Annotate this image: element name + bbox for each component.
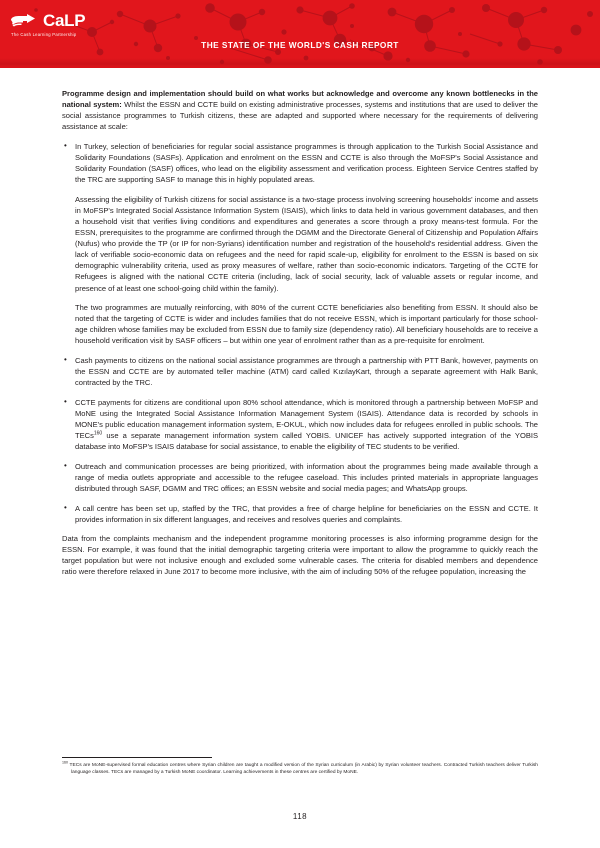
bullet-text: Outreach and communication processes are being prioritized, with information about the programmes being made available through a range of media outlets appropriate and accessible to the refugee caseload. This includes printed materials in appropriate languages distributed through SASF, DGMM and TRC offices; an ESSN website and social media pages; and WhatsApp groups. (75, 461, 538, 493)
bullet-text-before-footnote: CCTE payments for citizens are conditional upon 80% school attendance, which is monitored through a partnership between MoFSP and MoNE using the Integrated Social Assistance Information Management System (ISAIS). Attendance data is recorded by schools in MONE's public education management information system, E-OKUL, which now includes data for refugees enrolled in public schools. The TECs (75, 397, 538, 441)
footnote-divider (62, 757, 212, 758)
lead-paragraph-bold: Programme design and implementation should build on what works but acknowledge and overcome any known bottlenecks in the national system: (62, 89, 538, 110)
footnote-reference-marker[interactable]: 160 (93, 430, 103, 437)
page-body (0, 68, 600, 578)
bullet-sub-paragraph: Assessing the eligibility of Turkish citizens for social assistance is a two-stage process involving screening households' income and assets in MoFSP's Integrated Social Assistance Information System (ISAIS), which links to data held in various government databases, and then a household visit that verifies living conditions and expenditures and generates a score through a proxy means-test formula. For the ESSN, prerequisites to the programme are confirmed through the DGMM and the Directorate General of Citizenship and Population Affairs (Nufus) who provide the TP (or IP for non-Syrians) identification number and registration of the household's residential address. Given the lack of verifiable socio-economic data on refugees and the need for rapid scale-up, eligibility for enrolment to the ESSN is based on six demographic vulnerability criteria, used as proxy measures of welfare, rather than socio-economic indicators. Targeting of the CCTE for Refugees is aligned with the national CCTE criteria (including, lack of social security, lack of valuable assets or regular income, and presence of at least one school-going child within the family). (75, 194, 538, 293)
lead-paragraph-rest: Whilst the ESSN and CCTE build on existing administrative processes, systems and institutions that are used to deliver the social assistance programmes to Turkish citizens, these are adapted and supported where necessary for the requirements of delivering assistance at scale: (62, 100, 538, 132)
list-item (62, 397, 538, 452)
list-item (62, 141, 538, 347)
logo-wordmark: CaLP (43, 11, 86, 30)
logo-row (10, 12, 85, 29)
report-title: THE STATE OF THE WORLD'S CASH REPORT (201, 40, 399, 50)
bullet-text: Cash payments to citizens on the national social assistance programmes are through a partnership with PTT Bank, however, payments on the ESSN and CCTE are by automated teller machine (ATM) card called KızılayKart, through a separate agreement with Halk Bank, contracted by the TRC. (75, 355, 538, 388)
hand-pointing-icon (10, 12, 40, 29)
article-content (62, 68, 538, 578)
bullet-text-after-footnote: use a separate management information system called YOBIS. UNICEF has actively supported integration of the YOBIS database into MoFSP's ISAIS database for social assistance, to enable the eligibility of TEC students to be verified. (75, 431, 538, 452)
list-item (62, 461, 538, 494)
bullet-sub-paragraph: The two programmes are mutually reinforcing, with 80% of the current CCTE beneficiaries also benefiting from ESSN. It should also be noted that the targeting of CCTE is wider and includes families that do not receive ESSN, which is important particularly for those school-age children whose families may be excluded from ESSN due to family size (dependency ratio). All beneficiary households are to receive a household verification visit by SASF officers – but within one year of enrolment rather than as a pre-requisite for enrolment. (75, 303, 538, 346)
lead-paragraph (62, 88, 538, 132)
footnote-body: TECs are MoNE-supervised formal education centres where Syrian children are taught a modified version of the Syrian curriculum (in Arabic) by Syrian volunteer teachers. Contracted Turkish teachers deliver Turkish language classes. TECs are managed by a Turkish MoNE coordinator. Learning achievements in these centres are certified by MoNE. (68, 762, 538, 775)
footnote-number: 160 (62, 759, 68, 764)
page-header-banner (0, 0, 600, 68)
footnote-text (62, 759, 538, 777)
closing-paragraph: Data from the complaints mechanism and the independent programme monitoring processes is also informing programme design for the ESSN. For example, it was found that the initial demographic targeting criteria were important to allow the programme to quickly reach the target population but were not inclusive enough and excluded some vulnerable cases. The criteria for disabled members and dependence ratio were therefore relaxed in June 2017 to become more inclusive, with the aim of including 50% of the refugee population, increasing the (62, 534, 538, 577)
bullet-list (62, 141, 538, 525)
list-item (62, 355, 538, 388)
bullet-text: In Turkey, selection of beneficiaries for regular social assistance programmes is through application to the Turkish Social Assistance and Solidarity Foundations (SASFs). Application and enrolment on the ESSN and CCTE is also through the MoFSP's Social Assistance and Solidarity Foundation (SASF) offices, who lead on the eligibility assessment and verification process. Eighteen Service Centres staffed by the TRC are supporting SASF to manage this in highly populated areas. (75, 141, 538, 185)
footnote-section (62, 757, 538, 776)
logo-tagline: The Cash Learning Partnership (11, 32, 77, 37)
bullet-text: A call centre has been set up, staffed by the TRC, that provides a free of charge helpline for beneficiaries on the ESSN and CCTE. It provides information in six different languages, and receives and resolves queries and complaints. (75, 503, 538, 524)
page-number: 118 (292, 812, 308, 821)
calp-logo (10, 12, 85, 37)
list-item (62, 503, 538, 525)
